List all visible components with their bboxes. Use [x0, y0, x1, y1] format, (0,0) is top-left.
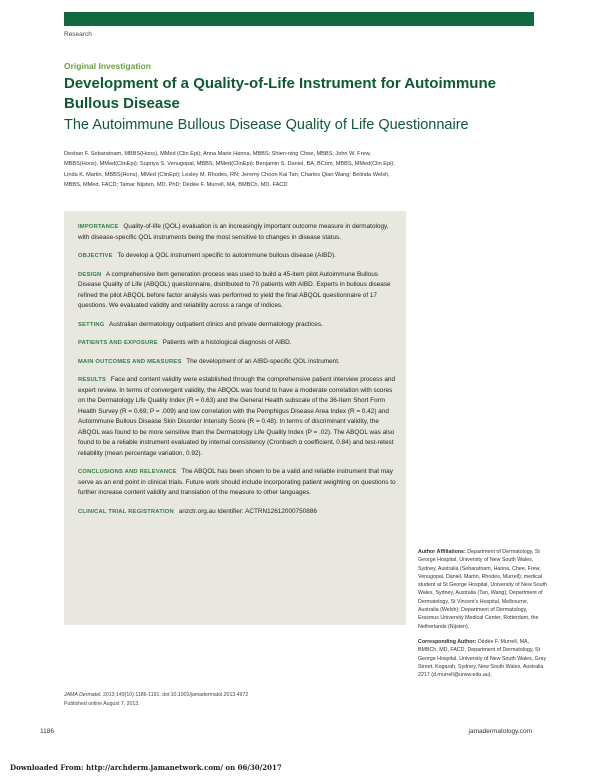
- abstract-setting: [78, 320, 396, 331]
- affiliations-heading: Author Affiliations:: [418, 549, 466, 555]
- author-notes: [418, 548, 548, 686]
- abstract-text: Face and content validity were established through the comprehensive patient interview process and expert review. In terms of convergent validity, the ABQOL was found to have a moderate correlation with scores on the Dermatology Life Quality Index (R = 0.63) and the General Health subscale of the 36-Item Short Form Health Survey (R = 0.69; P = .009) and low correlation with the Pemphigus Disease Area Index (R = 0.42) and Autoimmune Bullous Disease Skin Disorder Intensity Score (R = 0.48). In terms of discriminant validity, the ABQOL was found to be more sensitive than the Dermatology Life Quality Index (P = .02). The ABQOL was also found to be a reliable instrument evaluated by internal consistency (Cronbach α coefficient, 0.84) and test-retest reliability (mean percentage variation, 0.92).: [78, 376, 396, 457]
- abstract-content: [78, 222, 396, 525]
- journal-name: JAMA Dermatol.: [64, 692, 102, 698]
- corresponding-heading: Corresponding Author:: [418, 638, 477, 645]
- abstract-objective: [78, 251, 396, 262]
- abstract-patients: [78, 338, 396, 349]
- abstract-text: A comprehensive item generation process was used to build a 45-item pilot Autoimmune Bullous Disease Quality of Life (ABQOL) questionnaire, distributed to 70 patients with AIBD. Experts in bullous disease refined the pilot ABQOL before factor analysis was performed to yield the final ABQOL questionnaire of 17 questions. We evaluated validity and reliability across a range of indices.: [78, 270, 391, 309]
- abstract-heading: PATIENTS AND EXPOSURE: [78, 340, 158, 346]
- abstract-heading: CLINICAL TRIAL REGISTRATION: [78, 508, 174, 515]
- abstract-text: To develop a QOL instrument specific to autoimmune bullous disease (AIBD).: [117, 252, 336, 259]
- abstract-heading: CONCLUSIONS AND RELEVANCE: [78, 469, 177, 475]
- abstract-box: [64, 211, 406, 625]
- abstract-outcomes: [78, 357, 396, 368]
- abstract-trial-registration: [78, 507, 396, 518]
- journal-website: jamadermatology.com: [468, 728, 532, 735]
- journal-citation: 2013;149(10):1186-1191. doi:10.1001/jamadermatol.2013.4972: [103, 692, 249, 698]
- abstract-text: The ABQOL has been shown to be a valid and reliable instrument that may serve as an end point in clinical trials. Future work should include incorporating patient weighting on questions to further increase content validity and translation of the measure to other languages.: [78, 468, 396, 496]
- abstract-heading: SETTING: [78, 321, 105, 328]
- section-label: Research: [64, 31, 92, 38]
- header-bar: [64, 12, 534, 26]
- author-list: Deshan F. Sebaratnam, MBBS(Hons), MMed (Clin Epi); Anna Marie Hanna, MBBS; Shien-ning Chee, MBBS; John W. Frew, MBBS(Hons), MMed(ClinEpi); Supriya S. Venugopal, MBBS, MMed(ClinEpi); Benjamin S. Daniel, BA, BCom, MBBS, MMed(Clin Epi); Linda K. Martin, MBBS(Hons), MMed (ClinEpi); Lesley M. Rhodes, RN; Jeremy Choon Kai Tan; Charles Qian Wang; Belinda Welsh, MBBS, MMed, FACD; Tamar Nijsten, MD, PhD; Dédée F. Murrell, MA, BMBCh, MD, FACD: [64, 151, 395, 189]
- published-date: Published online August 7, 2013.: [64, 700, 140, 707]
- abstract-heading: OBJECTIVE: [78, 253, 113, 259]
- page-number: 1186: [40, 728, 54, 735]
- affiliations-text: Department of Dermatology, St George Hospital, University of New South Wales, Sydney, Australia (Sebaratnam, Hanna, Chee, Frew, Venugopal, Daniel, Martin, Rhodes, Murrell); medical student at St George Hospital, University of New South Wales, Sydney, Australia (Tan, Wang); Department of Dermatology, St Vincent's Hospital, Melbourne, Australia (Welsh); Department of Dermatology, Erasmus University Medical Center, Rotterdam, the Netherlands (Nijsten).: [418, 549, 547, 630]
- abstract-results: [78, 375, 396, 459]
- abstract-heading: IMPORTANCE: [78, 224, 119, 230]
- abstract-heading: RESULTS: [78, 377, 107, 383]
- abstract-text: The development of an AIBD-specific QOL instrument.: [186, 357, 340, 365]
- abstract-heading: DESIGN: [78, 271, 102, 278]
- abstract-text: Quality-of-life (QOL) evaluation is an increasingly important outcome measure in dermatology, with disease-specific QOL instruments being the most sensitive to changes in disease status.: [78, 223, 389, 241]
- abstract-text: Patients with a histological diagnosis of AIBD.: [162, 339, 292, 346]
- article-type: Original Investigation: [64, 61, 151, 71]
- article-title: Development of a Quality-of-Life Instrument for Autoimmune Bullous Disease: [64, 75, 496, 112]
- article-subtitle: The Autoimmune Bullous Disease Quality of Life Questionnaire: [64, 117, 469, 133]
- abstract-design: [78, 270, 396, 312]
- corresponding-text: Dédée F. Murrell, MA, BMBCh, MD, FACD, Department of Dermatology, St George Hospital, University of New South Wales, Gray Street, Kogarah, Sydney, New South Wales, Australia 2217 (d.murrell@unsw.edu.au).: [418, 638, 547, 679]
- abstract-heading: MAIN OUTCOMES AND MEASURES: [78, 358, 182, 365]
- author-affiliations: [418, 548, 548, 631]
- abstract-conclusions: [78, 467, 396, 499]
- journal-reference: [64, 691, 364, 708]
- abstract-text: anzctr.org.au Identifier: ACTRN12612000750886: [178, 507, 317, 515]
- download-notice: Downloaded From: http://archderm.jamanetwork.com/ on 06/30/2017: [10, 763, 282, 772]
- corresponding-author: [418, 638, 548, 679]
- abstract-importance: [78, 222, 396, 243]
- abstract-text: Australian dermatology outpatient clinics and private dermatology practices.: [108, 320, 323, 328]
